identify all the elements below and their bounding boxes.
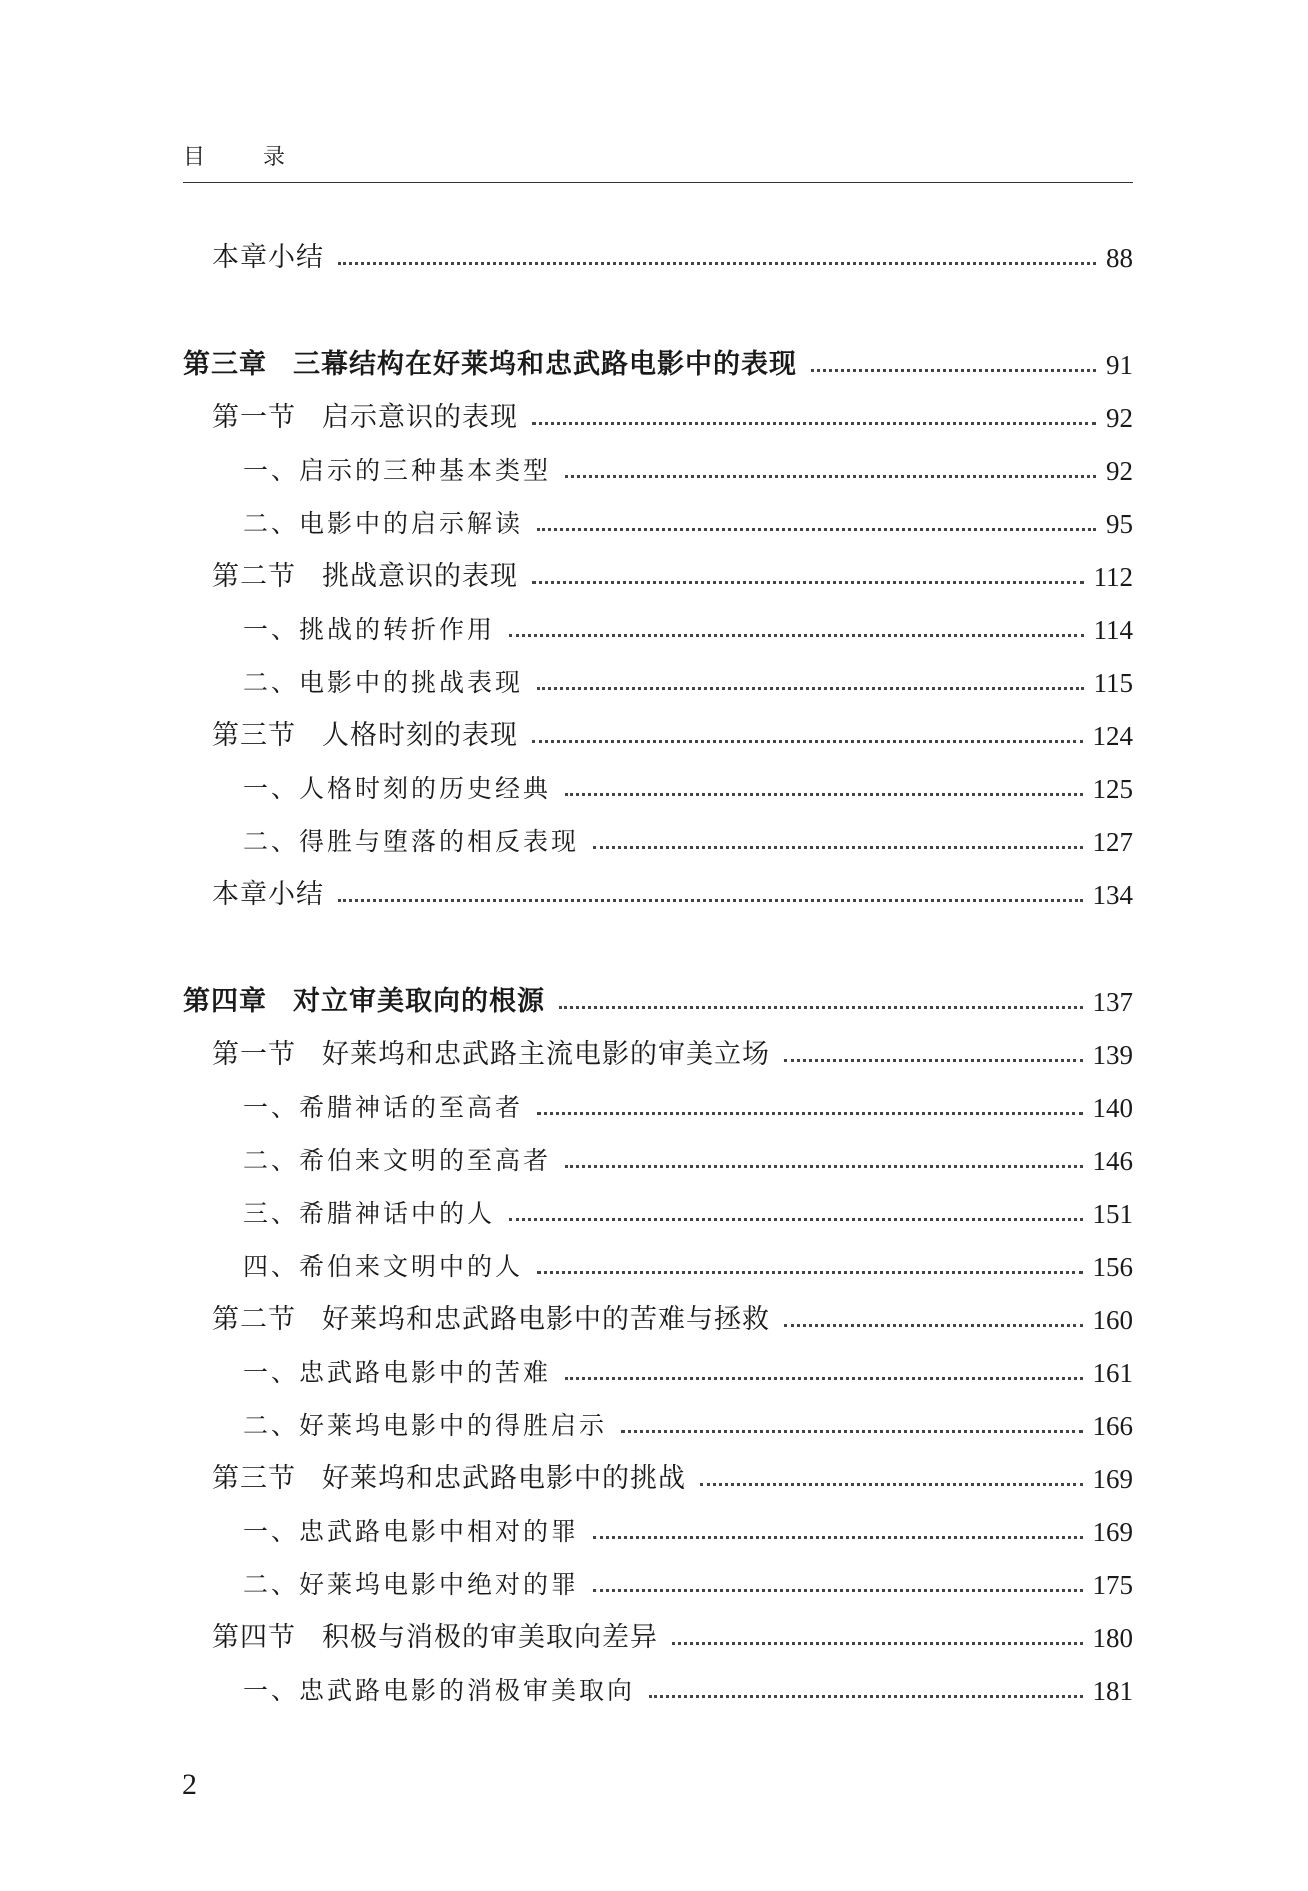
toc-entry-label: 一、人格时刻的历史经典 bbox=[243, 774, 552, 803]
toc-entry-label: 三幕结构在好莱坞和忠武路电影中的表现 bbox=[293, 349, 797, 380]
toc-entry-title bbox=[243, 608, 509, 652]
toc-entry-page: 166 bbox=[1092, 1411, 1133, 1441]
toc-entry-page: 139 bbox=[1092, 1040, 1133, 1070]
toc-entry-label: 本章小结 bbox=[212, 879, 324, 910]
toc-entry-label: 二、好莱坞电影中的得胜启示 bbox=[243, 1411, 608, 1440]
toc-entry-title bbox=[183, 343, 811, 387]
toc-entry-title bbox=[212, 714, 532, 758]
toc-entry-label: 一、挑战的转折作用 bbox=[243, 615, 496, 644]
toc-entry-subsection bbox=[243, 1351, 1133, 1395]
dot-leader bbox=[532, 581, 1084, 584]
toc-entry-section bbox=[212, 1457, 1133, 1501]
toc-entry-number: 第三节 bbox=[212, 1463, 296, 1494]
toc-entry-title bbox=[243, 661, 537, 705]
toc-entry-page: 92 bbox=[1106, 456, 1133, 486]
dot-leader bbox=[537, 1112, 1082, 1115]
toc-entry-subsection bbox=[243, 767, 1133, 811]
toc-entry-subsection bbox=[243, 1563, 1133, 1607]
toc-entry-chapter bbox=[183, 343, 1133, 387]
toc-entry-number: 第三节 bbox=[212, 720, 296, 751]
toc-entry-subsection bbox=[243, 502, 1133, 546]
toc-entry-page: 114 bbox=[1093, 615, 1133, 645]
toc-entry-title bbox=[212, 873, 338, 917]
toc-entry-page: 134 bbox=[1092, 880, 1133, 910]
toc-entry-page: 137 bbox=[1092, 987, 1133, 1017]
toc-entry-number: 第一节 bbox=[212, 1039, 296, 1070]
toc-entry-label: 二、好莱坞电影中绝对的罪 bbox=[243, 1570, 580, 1599]
toc-entry-label: 二、电影中的启示解读 bbox=[243, 509, 524, 538]
toc-entry-title bbox=[243, 1404, 621, 1448]
dot-leader bbox=[672, 1642, 1083, 1645]
toc-entry-title bbox=[243, 1192, 509, 1236]
dot-leader bbox=[784, 1059, 1083, 1062]
toc-entry-label: 一、忠武路电影中的苦难 bbox=[243, 1358, 552, 1387]
toc-entry-title bbox=[243, 1510, 593, 1554]
toc-entry-section bbox=[212, 1298, 1133, 1342]
toc-entry-label: 二、得胜与堕落的相反表现 bbox=[243, 827, 580, 856]
dot-leader bbox=[532, 740, 1083, 743]
toc-entry-page: 124 bbox=[1092, 721, 1133, 751]
toc-entry-label: 本章小结 bbox=[212, 242, 324, 273]
toc-entry-subsection bbox=[243, 1139, 1133, 1183]
toc-entry-number: 第二节 bbox=[212, 1304, 296, 1335]
toc-entry-page: 160 bbox=[1092, 1305, 1133, 1335]
toc-entry-number: 第四章 bbox=[183, 986, 267, 1017]
toc-entry-label: 三、希腊神话中的人 bbox=[243, 1199, 496, 1228]
toc-entry-title bbox=[243, 820, 593, 864]
dot-leader bbox=[338, 899, 1083, 902]
toc-entry-section bbox=[212, 873, 1133, 917]
dot-leader bbox=[621, 1430, 1082, 1433]
dot-leader bbox=[593, 1589, 1082, 1592]
toc-entry-page: 169 bbox=[1092, 1464, 1133, 1494]
toc-entry-label: 四、希伯来文明中的人 bbox=[243, 1252, 524, 1281]
toc-entry-page: 161 bbox=[1092, 1358, 1133, 1388]
toc-entry-page: 112 bbox=[1093, 562, 1133, 592]
dot-leader bbox=[565, 1165, 1082, 1168]
dot-leader bbox=[532, 422, 1096, 425]
toc-entry-number: 第二节 bbox=[212, 561, 296, 592]
toc-entry-subsection bbox=[243, 661, 1133, 705]
toc-entry-section bbox=[212, 236, 1133, 280]
toc-entry-subsection bbox=[243, 1086, 1133, 1130]
toc-entry-subsection bbox=[243, 820, 1133, 864]
dot-leader bbox=[565, 475, 1096, 478]
dot-leader bbox=[565, 1377, 1082, 1380]
toc-entry-label: 一、忠武路电影中相对的罪 bbox=[243, 1517, 580, 1546]
toc-entry-label: 一、启示的三种基本类型 bbox=[243, 456, 552, 485]
toc-entry-page: 180 bbox=[1092, 1623, 1133, 1653]
toc-entry-section bbox=[212, 1616, 1133, 1660]
dot-leader bbox=[593, 846, 1082, 849]
toc-entry-label: 一、希腊神话的至高者 bbox=[243, 1093, 524, 1122]
toc-entry-label: 好莱坞和忠武路主流电影的审美立场 bbox=[322, 1039, 770, 1070]
toc-entry-title bbox=[212, 1033, 784, 1077]
toc-entry-title bbox=[212, 1298, 784, 1342]
toc-entry-section bbox=[212, 1033, 1133, 1077]
toc-entry-title bbox=[243, 449, 565, 493]
toc-entry-section bbox=[212, 714, 1133, 758]
toc-entry-label: 好莱坞和忠武路电影中的挑战 bbox=[322, 1463, 686, 1494]
toc-entry-title bbox=[243, 502, 537, 546]
toc-entry-title bbox=[243, 1245, 537, 1289]
page-number: 2 bbox=[182, 1768, 197, 1801]
toc-entry-subsection bbox=[243, 449, 1133, 493]
toc-entry-page: 125 bbox=[1092, 774, 1133, 804]
toc-entry-page: 115 bbox=[1093, 668, 1133, 698]
toc-entry-title bbox=[243, 1086, 537, 1130]
toc-entry-label: 启示意识的表现 bbox=[322, 402, 518, 433]
toc-entry-label: 二、希伯来文明的至高者 bbox=[243, 1146, 552, 1175]
dot-leader bbox=[649, 1695, 1082, 1698]
toc-entry-title bbox=[243, 767, 565, 811]
toc-entry-section bbox=[212, 396, 1133, 440]
toc-entry-page: 151 bbox=[1092, 1199, 1133, 1229]
dot-leader bbox=[784, 1324, 1083, 1327]
dot-leader bbox=[811, 369, 1096, 372]
dot-leader bbox=[338, 262, 1096, 265]
toc-entry-title bbox=[243, 1669, 649, 1713]
toc-entry-subsection bbox=[243, 1245, 1133, 1289]
toc-entry-label: 对立审美取向的根源 bbox=[293, 986, 545, 1017]
toc-entry-page: 140 bbox=[1092, 1093, 1133, 1123]
running-head-char-1: 目 bbox=[183, 145, 206, 170]
toc-entry-subsection bbox=[243, 608, 1133, 652]
toc-entry-page: 181 bbox=[1092, 1676, 1133, 1706]
toc-entry-title bbox=[243, 1563, 593, 1607]
toc-entry-subsection bbox=[243, 1404, 1133, 1448]
toc-entry-title bbox=[243, 1139, 565, 1183]
toc-entry-title bbox=[212, 1457, 700, 1501]
dot-leader bbox=[509, 634, 1083, 637]
toc-entry-subsection bbox=[243, 1510, 1133, 1554]
toc-entry-page: 175 bbox=[1092, 1570, 1133, 1600]
toc-entry-label: 人格时刻的表现 bbox=[322, 720, 518, 751]
dot-leader bbox=[565, 793, 1082, 796]
toc-entry-title bbox=[243, 1351, 565, 1395]
toc-entry-title bbox=[212, 236, 338, 280]
dot-leader bbox=[559, 1006, 1083, 1009]
toc-entry-title bbox=[183, 980, 559, 1024]
toc-entry-page: 127 bbox=[1092, 827, 1133, 857]
toc-entry-number: 第四节 bbox=[212, 1622, 296, 1653]
toc-entry-label: 好莱坞和忠武路电影中的苦难与拯救 bbox=[322, 1304, 770, 1335]
running-head-char-2: 录 bbox=[263, 145, 286, 170]
toc-entry-page: 95 bbox=[1106, 509, 1133, 539]
toc-entry-page: 88 bbox=[1106, 243, 1133, 273]
dot-leader bbox=[537, 1271, 1082, 1274]
dot-leader bbox=[537, 528, 1096, 531]
toc-entry-page: 169 bbox=[1092, 1517, 1133, 1547]
toc-entry-page: 91 bbox=[1106, 350, 1133, 380]
toc-entry-title bbox=[212, 1616, 672, 1660]
toc-entry-chapter bbox=[183, 980, 1133, 1024]
toc-entry-page: 92 bbox=[1106, 403, 1133, 433]
toc-entry-number: 第一节 bbox=[212, 402, 296, 433]
toc-entry-subsection bbox=[243, 1192, 1133, 1236]
toc-entry-label: 二、电影中的挑战表现 bbox=[243, 668, 524, 697]
toc-entry-label: 挑战意识的表现 bbox=[322, 561, 518, 592]
toc-entry-title bbox=[212, 555, 532, 599]
toc-entry-label: 一、忠武路电影的消极审美取向 bbox=[243, 1676, 636, 1705]
dot-leader bbox=[593, 1536, 1082, 1539]
toc-entry-section bbox=[212, 555, 1133, 599]
dot-leader bbox=[509, 1218, 1082, 1221]
dot-leader bbox=[700, 1483, 1083, 1486]
toc-entry-page: 156 bbox=[1092, 1252, 1133, 1282]
toc-entry-number: 第三章 bbox=[183, 349, 267, 380]
toc-entry-title bbox=[212, 396, 532, 440]
toc-entry-label: 积极与消极的审美取向差异 bbox=[322, 1622, 658, 1653]
toc-entry-subsection bbox=[243, 1669, 1133, 1713]
toc-entry-page: 146 bbox=[1092, 1146, 1133, 1176]
dot-leader bbox=[537, 687, 1083, 690]
